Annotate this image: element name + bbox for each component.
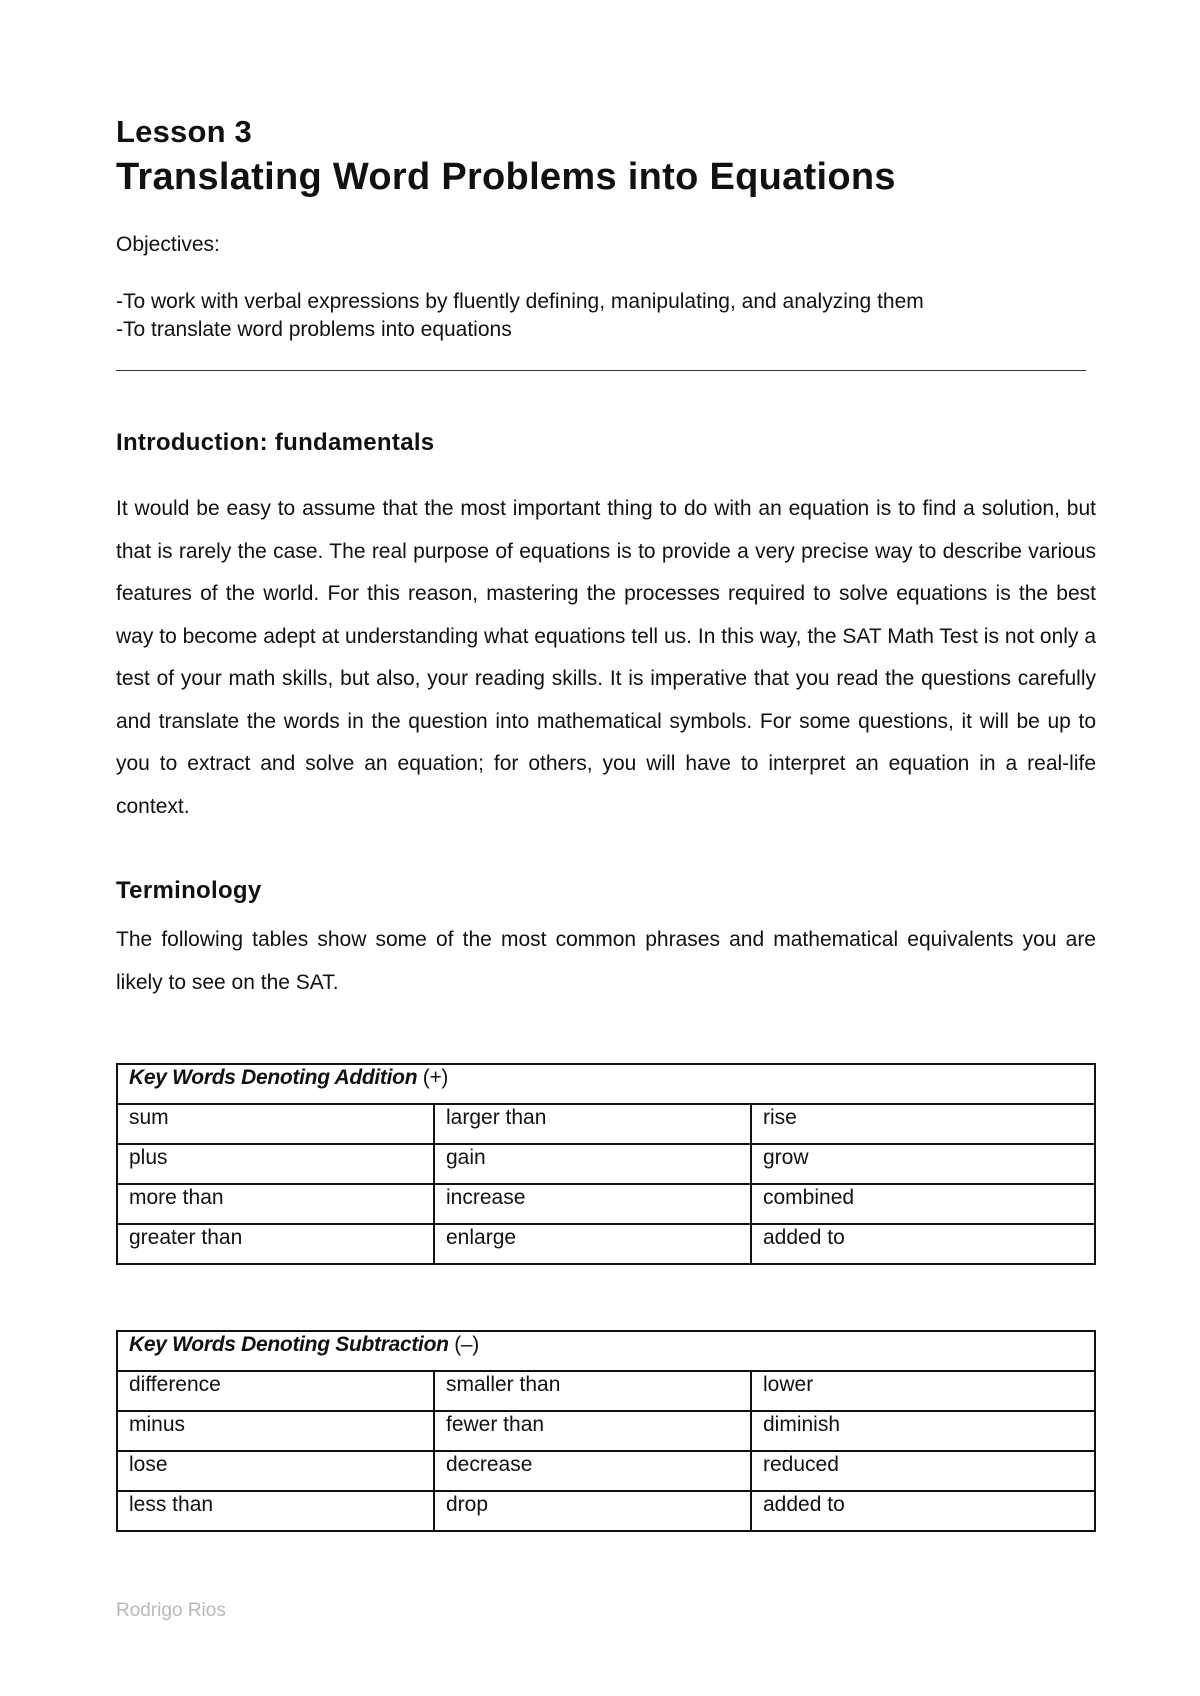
table-cell: drop (434, 1491, 751, 1531)
subtraction-keywords-table (116, 1330, 1096, 1532)
table-caption-row (117, 1331, 1095, 1371)
addition-table-caption (117, 1064, 1095, 1104)
table-cell: lower (751, 1371, 1095, 1411)
caption-text: Key Words Denoting Subtraction (129, 1333, 449, 1356)
table-cell: grow (751, 1144, 1095, 1184)
table-cell: decrease (434, 1451, 751, 1491)
objectives-heading: Objectives: (116, 233, 220, 256)
table-cell: difference (117, 1371, 434, 1411)
addition-keywords-table (116, 1063, 1096, 1265)
table-cell: added to (751, 1491, 1095, 1531)
table-cell: added to (751, 1224, 1095, 1264)
table-cell: less than (117, 1491, 434, 1531)
minus-symbol: (–) (454, 1333, 479, 1356)
horizontal-rule (116, 370, 1086, 371)
table-cell: sum (117, 1104, 434, 1144)
table-row (117, 1451, 1095, 1491)
terminology-paragraph: The following tables show some of the most common phrases and mathematical equivalents you are likely to see on the SAT. (116, 928, 1096, 994)
introduction-heading: Introduction: fundamentals (116, 429, 435, 456)
terminology-heading: Terminology (116, 877, 262, 904)
table-cell: gain (434, 1144, 751, 1184)
footer-author: Rodrigo Rios (116, 1600, 226, 1621)
table-cell: greater than (117, 1224, 434, 1264)
subtraction-table-caption (117, 1331, 1095, 1371)
table-row (117, 1184, 1095, 1224)
table-row (117, 1411, 1095, 1451)
table-caption-row (117, 1064, 1095, 1104)
table-cell: increase (434, 1184, 751, 1224)
table-row (117, 1491, 1095, 1531)
table-cell: larger than (434, 1104, 751, 1144)
introduction-paragraph: It would be easy to assume that the most important thing to do with an equation is to find a solution, but that is rarely the case. The real purpose of equations is to provide a very precise way to describe various features of the world. For this reason, mastering the processes required to solve equations is the best way to become adept at understanding what equations tell us. In this way, the SAT Math Test is not only a test of your math skills, but also, your reading skills. It is imperative that you read the questions carefully and translate the words in the question into mathematical symbols. For some questions, it will be up to you to extract and solve an equation; for others, you will have to interpret an equation in a real-life context. (116, 497, 1096, 818)
table-cell: rise (751, 1104, 1095, 1144)
table-row (117, 1371, 1095, 1411)
objectives-list (116, 288, 924, 344)
table-cell: plus (117, 1144, 434, 1184)
objective-item: -To work with verbal expressions by fluently defining, manipulating, and analyzing them (116, 290, 924, 313)
lesson-title: Translating Word Problems into Equations (116, 156, 896, 198)
table-cell: fewer than (434, 1411, 751, 1451)
table-cell: lose (117, 1451, 434, 1491)
table-row (117, 1144, 1095, 1184)
table-cell: minus (117, 1411, 434, 1451)
plus-symbol: (+) (422, 1066, 449, 1089)
table-cell: more than (117, 1184, 434, 1224)
table-cell: smaller than (434, 1371, 751, 1411)
table-row (117, 1224, 1095, 1264)
table-cell: diminish (751, 1411, 1095, 1451)
table-cell: enlarge (434, 1224, 751, 1264)
table-cell: combined (751, 1184, 1095, 1224)
lesson-label: Lesson 3 (116, 114, 252, 149)
objective-item: -To translate word problems into equations (116, 318, 512, 341)
table-row (117, 1104, 1095, 1144)
caption-text: Key Words Denoting Addition (129, 1066, 418, 1089)
table-cell: reduced (751, 1451, 1095, 1491)
